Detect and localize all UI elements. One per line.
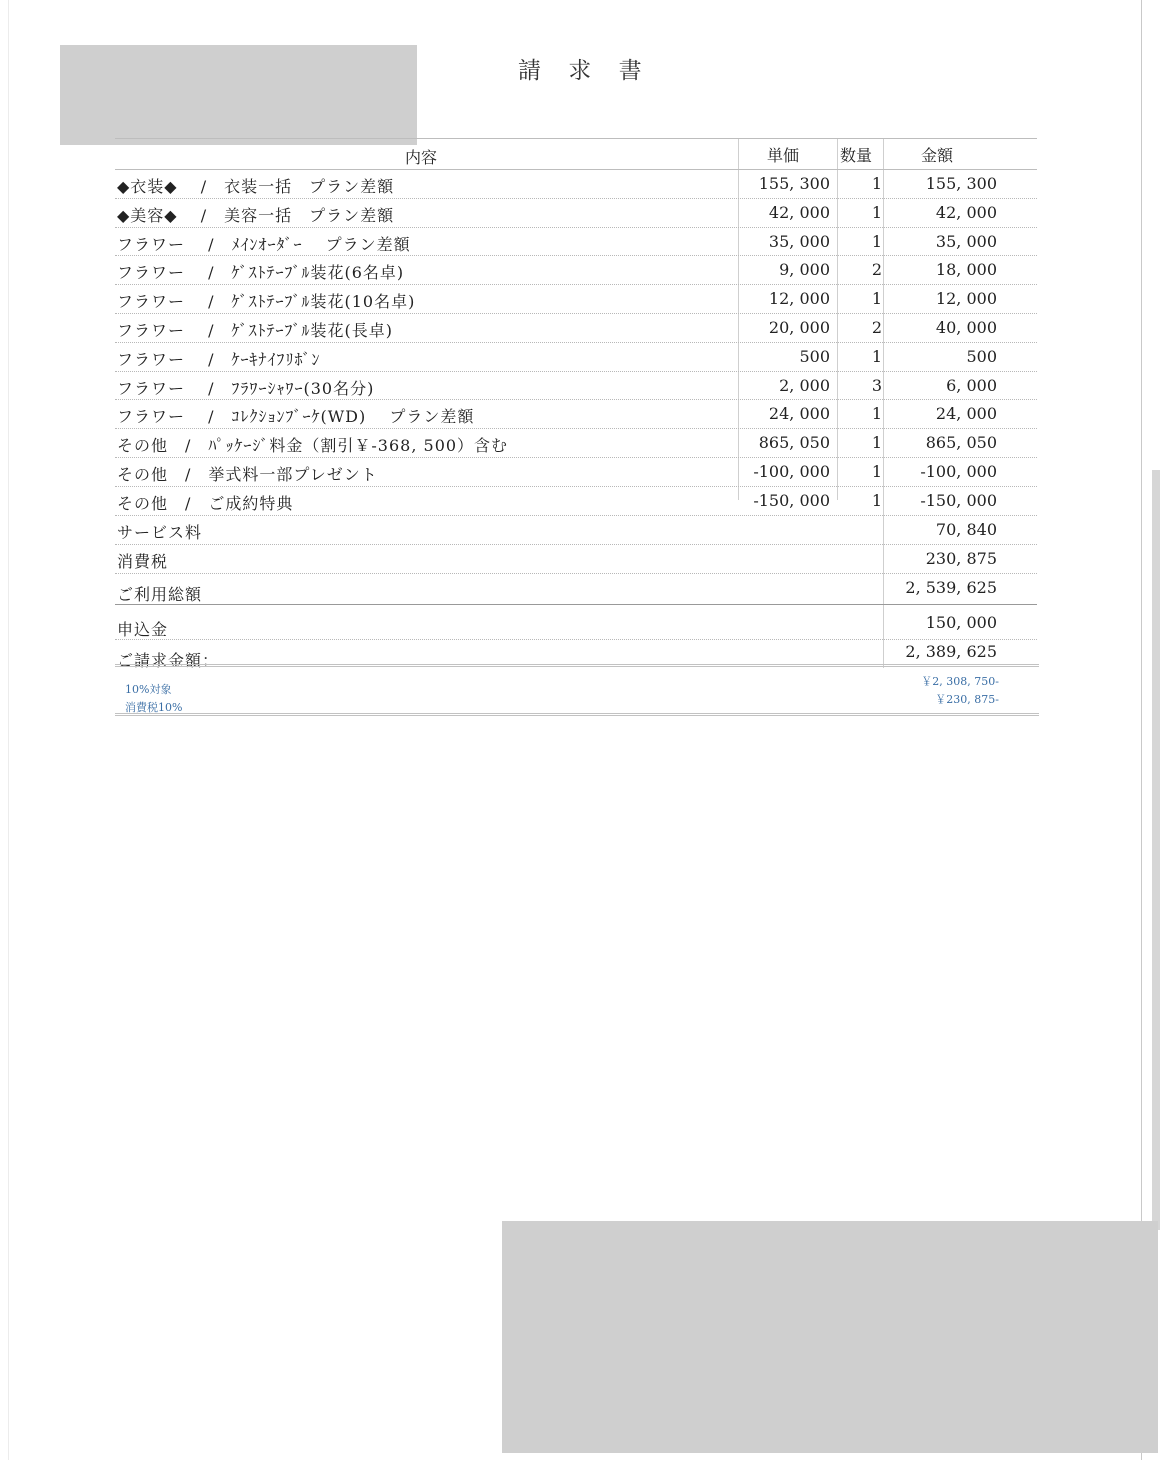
item-amount: -150, 000 <box>920 490 997 510</box>
item-description: ◆衣装◆ / 衣装一括 プラン差額 <box>117 177 395 196</box>
item-amount: 12, 000 <box>935 289 997 309</box>
table-row <box>115 458 1037 487</box>
tax-rate-label: 消費税10% <box>125 701 183 714</box>
item-unit-price: -150, 000 <box>753 490 830 510</box>
item-amount: 35, 000 <box>935 231 997 251</box>
item-quantity: 1 <box>871 490 882 510</box>
item-amount: 40, 000 <box>935 317 997 337</box>
redacted-block-top <box>60 45 417 145</box>
tax-amount: 230, 875 <box>925 548 997 568</box>
item-unit-price: 12, 000 <box>768 289 830 309</box>
tax-rate-amount: ￥230, 875- <box>935 693 999 706</box>
item-quantity: 1 <box>871 404 882 424</box>
item-quantity: 1 <box>871 231 882 251</box>
item-amount: 6, 000 <box>946 375 997 395</box>
item-description: フラワー / ｺﾚｸｼｮﾝﾌﾞｰｹ(WD) プラン差額 <box>117 407 475 427</box>
item-unit-price: 42, 000 <box>768 202 830 222</box>
item-quantity: 1 <box>871 433 882 453</box>
deposit-row <box>115 605 1037 640</box>
item-description: フラワー / ｹﾞｽﾄﾃｰﾌﾞﾙ装花(6名卓) <box>117 263 405 283</box>
item-unit-price: 865, 050 <box>758 433 830 453</box>
invoice-table <box>115 138 1037 668</box>
tax-summary-footer <box>115 664 1039 716</box>
table-row <box>115 199 1037 228</box>
item-amount: 500 <box>966 346 997 366</box>
item-unit-price: -100, 000 <box>753 461 830 481</box>
item-quantity: 2 <box>871 317 882 337</box>
service-charge-amount: 70, 840 <box>935 519 997 539</box>
item-description: フラワー / ﾌﾗﾜｰｼｬﾜｰ(30名分) <box>117 378 375 398</box>
scan-edge-strip <box>1152 470 1160 1230</box>
item-unit-price: 2, 000 <box>779 375 830 395</box>
total-label: ご利用総額 <box>117 584 203 604</box>
table-row <box>115 256 1037 285</box>
item-description: ◆美容◆ / 美容一括 プラン差額 <box>117 205 395 225</box>
table-row <box>115 372 1037 401</box>
item-quantity: 1 <box>871 346 882 366</box>
item-amount: 155, 300 <box>925 174 997 193</box>
table-row <box>115 400 1037 429</box>
total-amount: 2, 539, 625 <box>905 577 997 597</box>
table-row <box>115 429 1037 458</box>
item-quantity: 1 <box>871 289 882 309</box>
item-description: フラワー / ｹｰｷﾅｲﾌﾘﾎﾞﾝ <box>117 349 321 369</box>
header-quantity: 数量 <box>840 146 873 165</box>
page-left-edge <box>8 0 9 1460</box>
tax-target-amount: ￥2, 308, 750- <box>921 675 999 688</box>
header-description: 内容 <box>405 148 438 167</box>
deposit-amount: 150, 000 <box>925 612 997 632</box>
item-description: フラワー / ｹﾞｽﾄﾃｰﾌﾞﾙ装花(10名卓) <box>117 292 416 312</box>
item-amount: 42, 000 <box>935 202 997 222</box>
item-amount: 865, 050 <box>925 433 997 453</box>
item-unit-price: 9, 000 <box>779 260 830 280</box>
header-unit-price: 単価 <box>767 146 800 165</box>
item-unit-price: 24, 000 <box>768 404 830 424</box>
tax-row <box>115 545 1037 574</box>
item-amount: 18, 000 <box>935 260 997 280</box>
item-unit-price: 20, 000 <box>768 317 830 337</box>
item-unit-price: 155, 300 <box>758 174 830 193</box>
table-row <box>115 487 1037 516</box>
item-unit-price: 35, 000 <box>768 231 830 251</box>
service-charge-row <box>115 516 1037 545</box>
header-amount: 金額 <box>921 146 954 165</box>
table-header <box>115 138 1037 170</box>
item-description: その他 / ご成約特典 <box>117 493 294 513</box>
table-row <box>115 228 1037 257</box>
item-quantity: 1 <box>871 202 882 222</box>
total-row <box>115 574 1037 605</box>
table-row <box>115 285 1037 314</box>
item-amount: -100, 000 <box>920 461 997 481</box>
item-description: その他 / 挙式料一部プレゼント <box>117 464 378 484</box>
redacted-block-bottom <box>502 1221 1158 1453</box>
item-quantity: 2 <box>871 260 882 280</box>
item-quantity: 1 <box>871 461 882 481</box>
billed-label: ご請求金額： <box>117 650 220 670</box>
document-title: 請 求 書 <box>518 58 652 84</box>
item-amount: 24, 000 <box>935 404 997 424</box>
item-description: フラワー / ｹﾞｽﾄﾃｰﾌﾞﾙ装花(長卓) <box>117 320 393 340</box>
service-charge-label: サービス料 <box>117 522 203 542</box>
table-row <box>115 343 1037 372</box>
item-description: フラワー / ﾒｲﾝｵｰﾀﾞｰ プラン差額 <box>117 234 411 254</box>
billed-amount: 2, 389, 625 <box>905 641 997 661</box>
item-description: その他 / ﾊﾟｯｹｰｼﾞ料金（割引￥-368, 500）含む <box>117 436 509 456</box>
item-quantity: 3 <box>871 375 882 395</box>
deposit-label: 申込金 <box>117 619 169 639</box>
tax-label: 消費税 <box>117 551 169 571</box>
tax-target-label: 10%対象 <box>125 683 172 696</box>
item-unit-price: 500 <box>799 346 830 366</box>
item-quantity: 1 <box>871 174 882 193</box>
table-row <box>115 170 1037 199</box>
table-row <box>115 314 1037 343</box>
